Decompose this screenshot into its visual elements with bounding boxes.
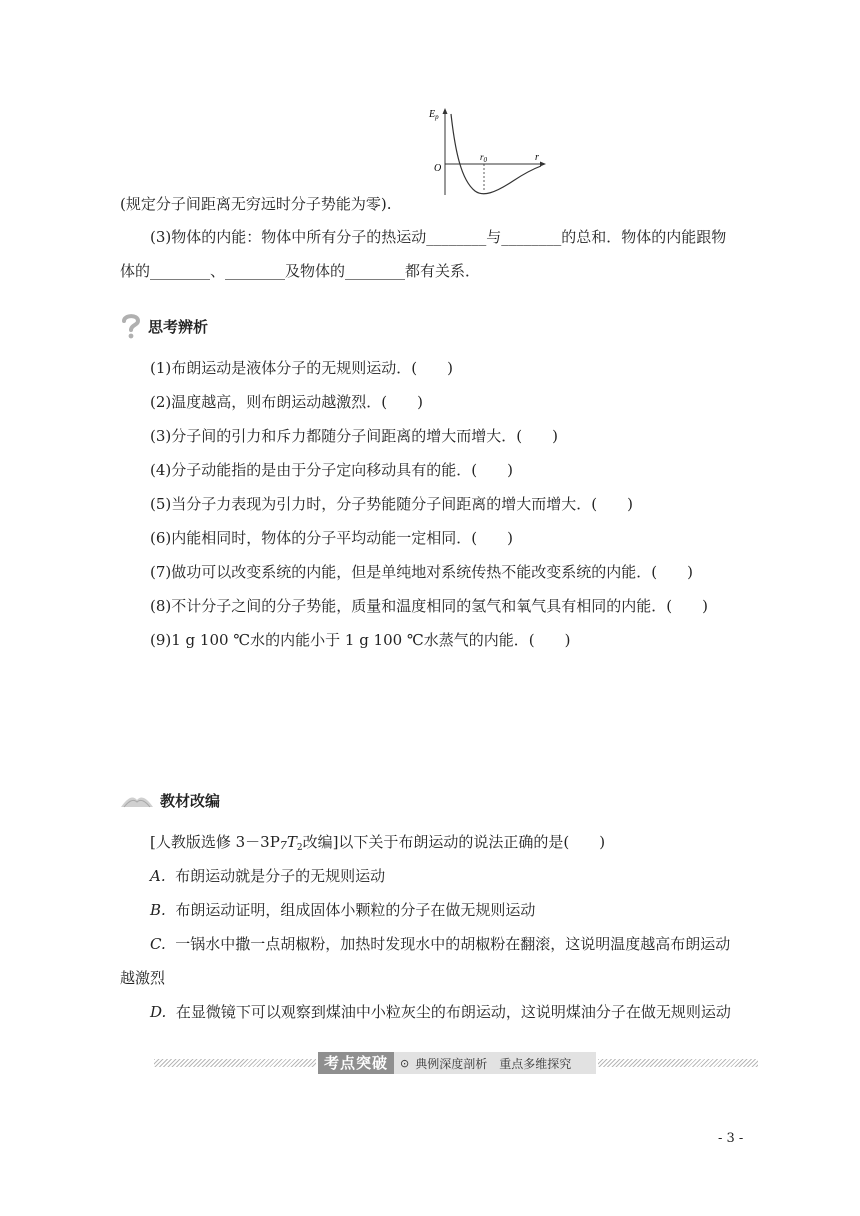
r0-label: $r_0$ — [480, 152, 488, 164]
textbook-question: [人教版选修 $3-3P7T_2$改编]以下关于布朗运动的说法正确的是( ) — [150, 833, 606, 853]
option-a: A. 布朗运动就是分子的无规则运动 — [150, 867, 386, 885]
think-item-9: (9)1 g 100 ℃水的内能小于 1 g 100 ℃水蒸气的内能．( ) — [150, 631, 571, 649]
think-item-5: (5)当分子力表现为引力时，分子势能随分子间距离的增大而增大．( ) — [150, 495, 633, 513]
key-points-banner — [154, 1052, 758, 1074]
banner-title: 考点突破 — [318, 1052, 394, 1074]
think-section-header — [120, 312, 208, 340]
banner-box — [318, 1052, 596, 1074]
banner-hatch-left — [154, 1059, 316, 1067]
think-item-7: (7)做功可以改变系统的内能，但是单纯地对系统传热不能改变系统的内能．( ) — [150, 563, 693, 581]
y-axis-arrow — [443, 108, 448, 114]
think-item-1: (1)布朗运动是液体分子的无规则运动．( ) — [150, 359, 453, 377]
banner-hatch-right — [598, 1059, 758, 1067]
think-item-6: (6)内能相同时，物体的分子平均动能一定相同．( ) — [150, 529, 513, 547]
origin-label: O — [434, 163, 442, 174]
think-item-2: (2)温度越高，则布朗运动越激烈．( ) — [150, 393, 423, 411]
page-number: - 3 - — [718, 1131, 744, 1146]
x-axis-label: r — [535, 152, 539, 163]
think-item-4: (4)分子动能指的是由于分子定向移动具有的能．( ) — [150, 461, 513, 479]
question-mark-icon — [120, 313, 142, 339]
option-c: C. 一锅水中撒一点胡椒粉，加热时发现水中的胡椒粉在翻滚，这说明温度越高布朗运动 — [150, 935, 731, 953]
textbook-section-title: 教材改编 — [160, 791, 221, 810]
banner-dot-icon: ⊙ — [400, 1056, 410, 1070]
option-d: D. 在显微镜下可以观察到煤油中小粒灰尘的布朗运动，这说明煤油分子在做无规则运动 — [150, 1003, 731, 1021]
potential-energy-figure — [425, 105, 550, 200]
option-b: B. 布朗运动证明，组成固体小颗粒的分子在做无规则运动 — [150, 901, 536, 919]
textbook-section-header — [120, 786, 220, 814]
open-book-icon — [120, 790, 154, 810]
think-item-3: (3)分子间的引力和斥力都随分子间距离的增大而增大．( ) — [150, 427, 558, 445]
option-c-continued: 越激烈 — [120, 969, 166, 987]
y-axis-label: $E_p$ — [429, 109, 439, 121]
banner-subtitle: 典例深度剖析 重点多维探究 — [415, 1056, 572, 1071]
zero-note: (规定分子间距离无穷远时分子势能为零). — [120, 195, 392, 213]
think-item-8: (8)不计分子之间的分子势能，质量和温度相同的氢气和氧气具有相同的内能．( ) — [150, 597, 708, 615]
inner-energy-line-1: (3)物体的内能：物体中所有分子的热运动________与________的总和．物体的内能跟物 — [150, 228, 727, 246]
inner-energy-line-2: 体的________、________及物体的________都有关系． — [120, 262, 481, 280]
potential-curve — [451, 114, 541, 194]
think-section-title: 思考辨析 — [148, 317, 209, 336]
